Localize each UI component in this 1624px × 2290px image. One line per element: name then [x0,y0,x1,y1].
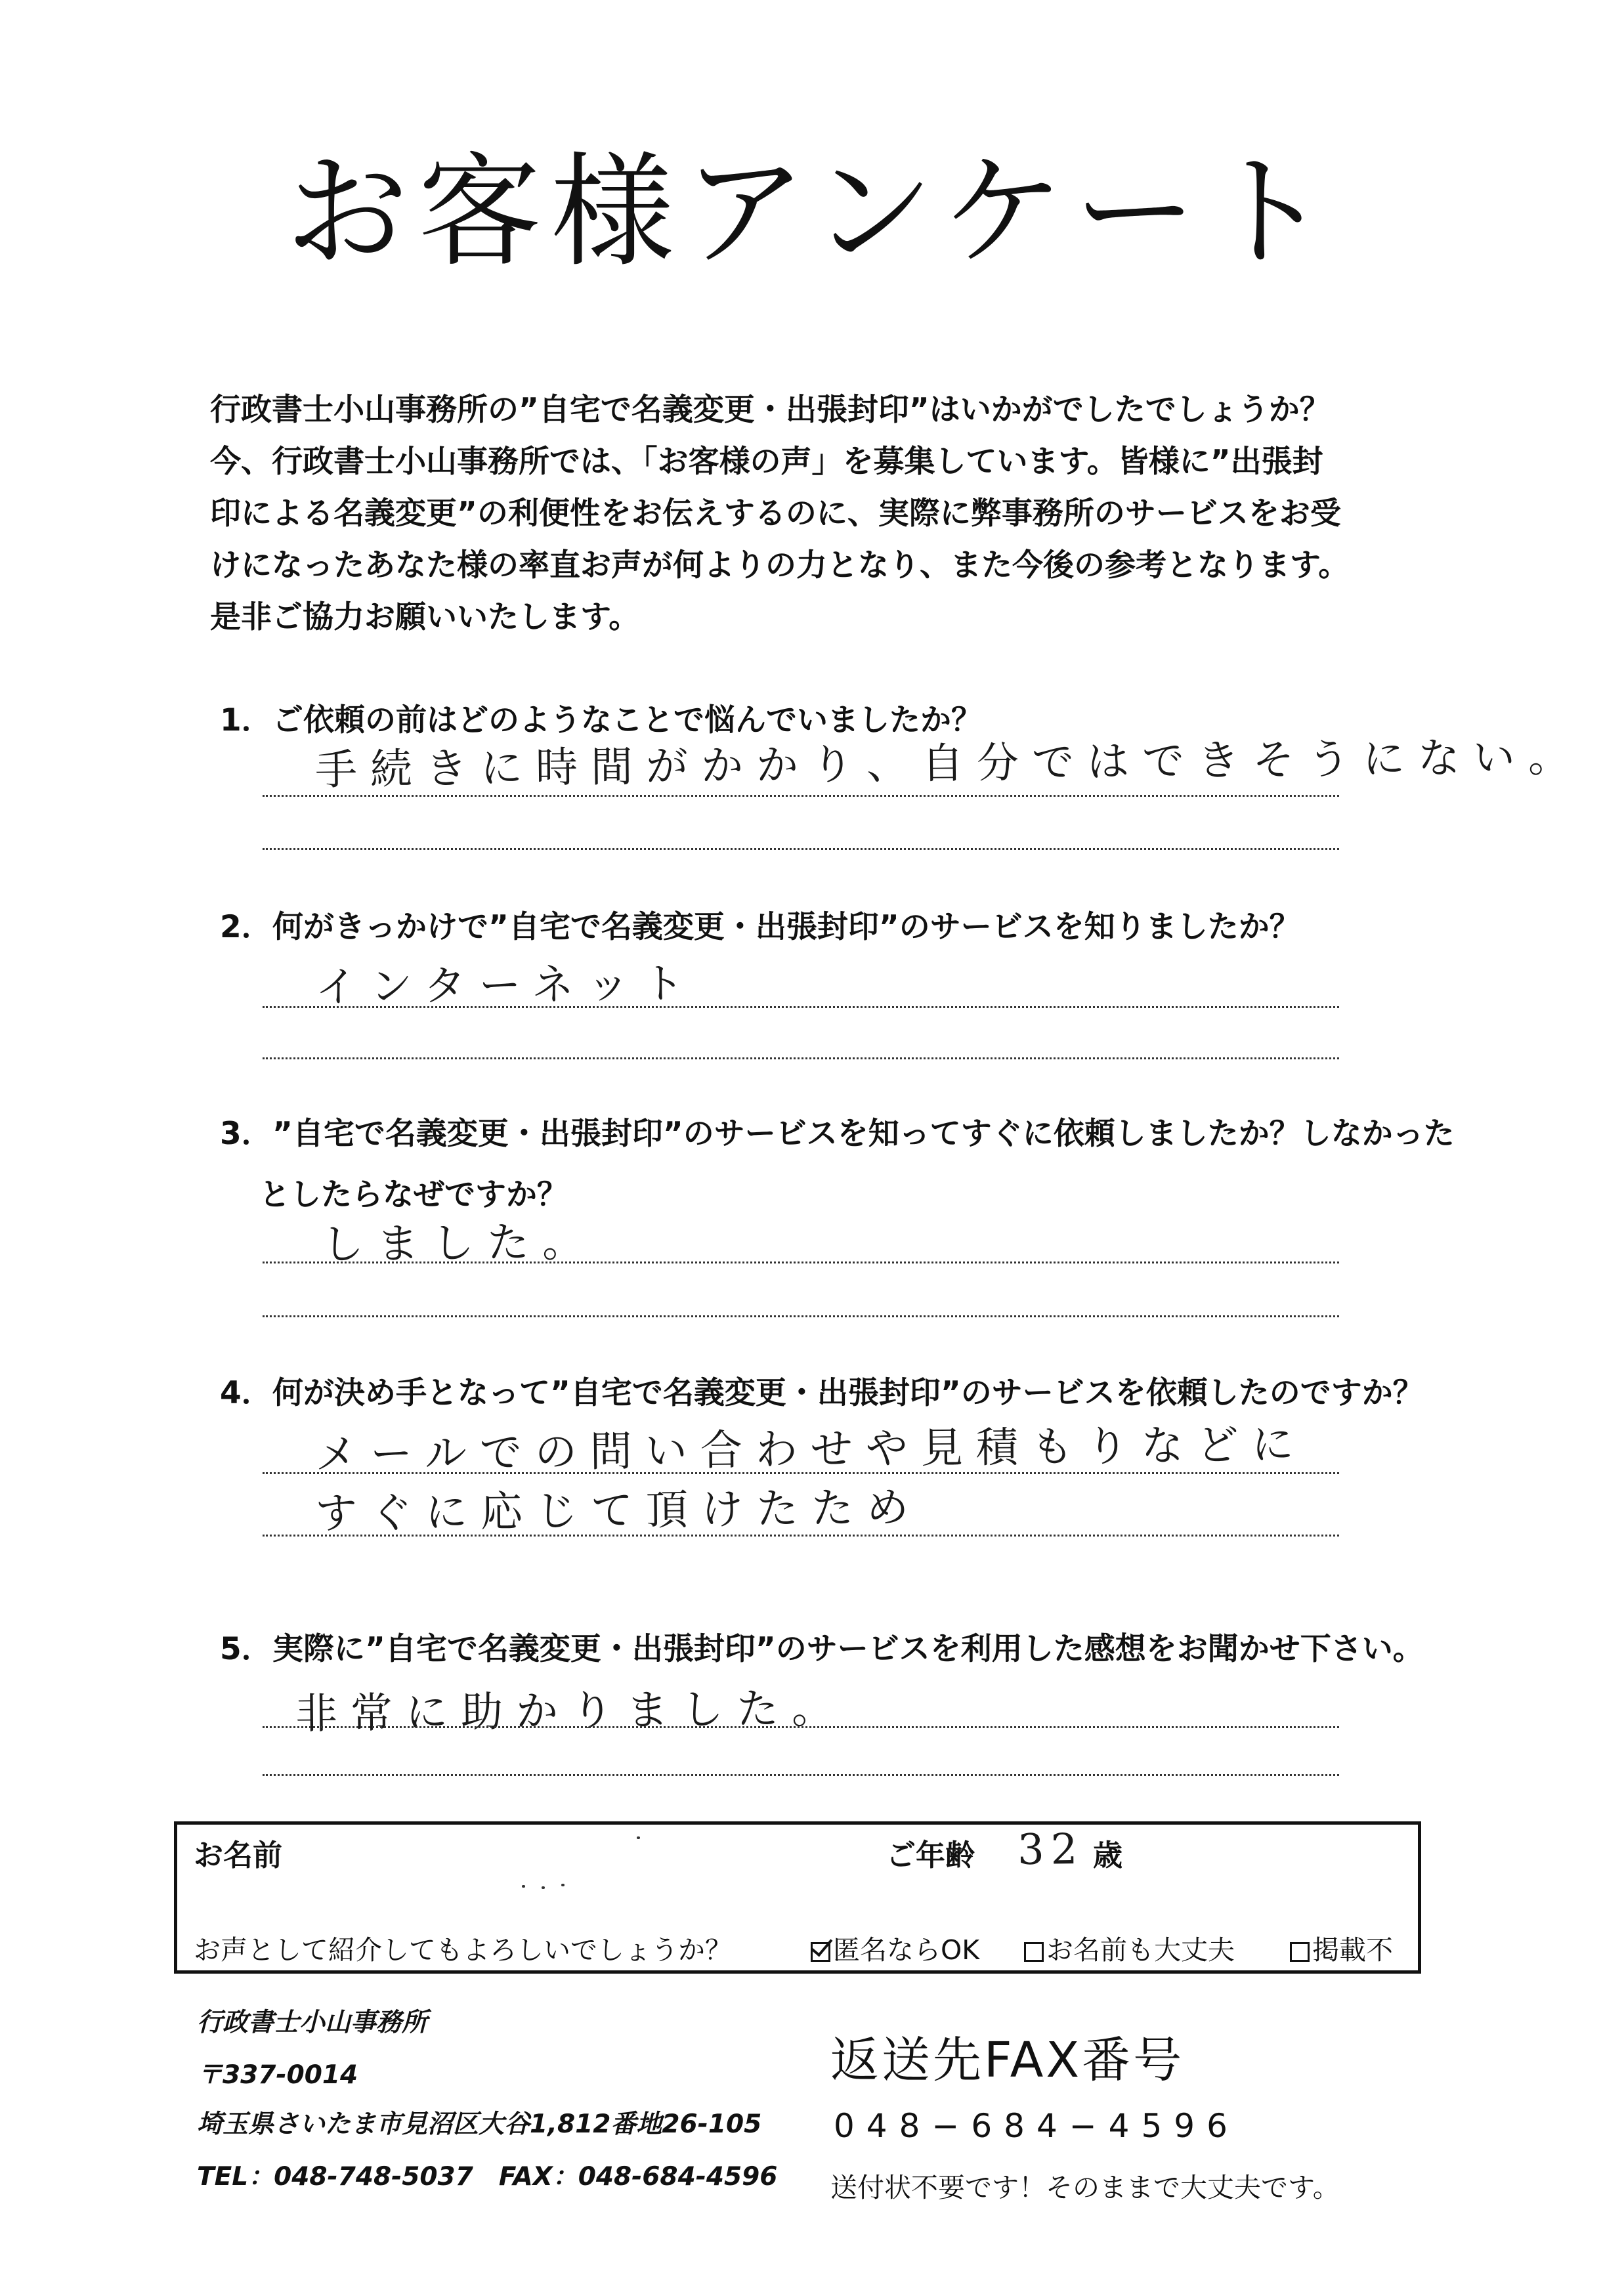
question-number: 5． [220,1631,272,1667]
checkbox-icon[interactable] [1290,1942,1310,1962]
answer-rule [263,1262,1339,1263]
answer-rule [263,1472,1339,1474]
office-postal: 〒337-0014 [197,2060,358,2090]
question-number: 1． [220,702,272,738]
consent-option-no-publish[interactable] [1290,1928,1393,1967]
checkbox-checked-icon[interactable] [811,1942,830,1962]
question-5 [220,1631,1424,1668]
age-unit: 歳 [1093,1838,1123,1873]
fax-note: 送付状不要です！そのままで大丈夫です。 [830,2172,1340,2203]
answer-rule [263,1315,1339,1317]
question-text: 実際に”自宅で名義変更・出張封印”のサービスを利用した感想をお聞かせ下さい。 [272,1631,1424,1667]
question-3-continuation: としたらなぜですか？ [259,1177,568,1213]
question-3 [220,1116,1455,1153]
fax-number: 048−684−4596 [834,2107,1239,2145]
answer-3-line-1[interactable]: しました。 [321,1218,598,1269]
option-label: お名前も大丈夫 [1046,1934,1235,1966]
answer-rule [263,1774,1339,1776]
question-text: 何が決め手となって”自宅で名義変更・出張封印”のサービスを依頼したのですか？ [272,1375,1424,1411]
fax-title: 返送先FAX番号 [830,2032,1185,2089]
question-number: 4． [220,1375,272,1411]
option-label: 匿名ならOK [833,1934,980,1966]
answer-rule [263,848,1339,850]
answer-rule [263,1726,1339,1728]
answer-4-line-1[interactable]: メールでの問い合わせや見積もりなどに [314,1420,1308,1479]
option-label: 掲載不 [1312,1934,1393,1966]
consent-option-name-ok[interactable] [1024,1928,1235,1967]
office-address: 埼玉県さいたま市見沼区大谷1,812番地26-105 [197,2110,762,2139]
answer-4-line-2[interactable]: すぐに応じて頂けたため [314,1483,922,1538]
intro-line: 印による名義変更”の利便性をお伝えするのに、実際に弊事務所のサービスをお受 [210,496,1341,532]
answer-rule [263,1535,1339,1537]
answer-rule [263,795,1339,797]
intro-line: 是非ご協力お願いいたします。 [210,599,640,635]
question-2 [220,909,1300,946]
consent-option-anonymous[interactable] [811,1928,979,1967]
question-4 [220,1375,1424,1412]
age-value[interactable]: 32 [1017,1825,1084,1875]
page-title: お客様アンケート [285,140,1339,284]
answer-1-line-1[interactable]: 手続きに時間がかかり、自分ではできそうにない。 [314,732,1584,795]
question-number: 2． [220,909,272,945]
office-name: 行政書士小山事務所 [197,2008,428,2037]
question-number: 3． [220,1116,272,1152]
intro-line: けになったあなた様の率直お声が何よりの力となり、また今後の参考となります。 [210,547,1350,583]
answer-rule [263,1006,1339,1008]
question-text: 何がきっかけで”自宅で名義変更・出張封印”のサービスを知りましたか？ [272,909,1300,945]
intro-line: 行政書士小山事務所の”自宅で名義変更・出張封印”はいかがでしたでしょうか？ [210,392,1331,428]
answer-rule [263,1057,1339,1059]
checkbox-icon[interactable] [1024,1942,1044,1962]
question-text: ”自宅で名義変更・出張封印”のサービスを知ってすぐに依頼しましたか？しなかった [272,1116,1455,1152]
respondent-info-box [174,1821,1421,1974]
answer-5-line-1[interactable]: 非常に助かりました。 [295,1684,847,1739]
office-contact: TEL：048-748-5037 FAX：048-684-4596 [197,2162,778,2192]
age-label: ご年齢 [886,1838,975,1873]
intro-paragraph [210,384,1349,643]
question-text: ご依頼の前はどのようなことで悩んでいましたか？ [272,702,982,738]
intro-line: 今、行政書士小山事務所では、「お客様の声」を募集しています。皆様に”出張封 [210,444,1323,480]
name-label: お名前 [194,1838,283,1873]
consent-question: お声として紹介してもよろしいでしょうか？ [194,1934,732,1966]
answer-2-line-1[interactable]: インターネット [314,959,698,1012]
